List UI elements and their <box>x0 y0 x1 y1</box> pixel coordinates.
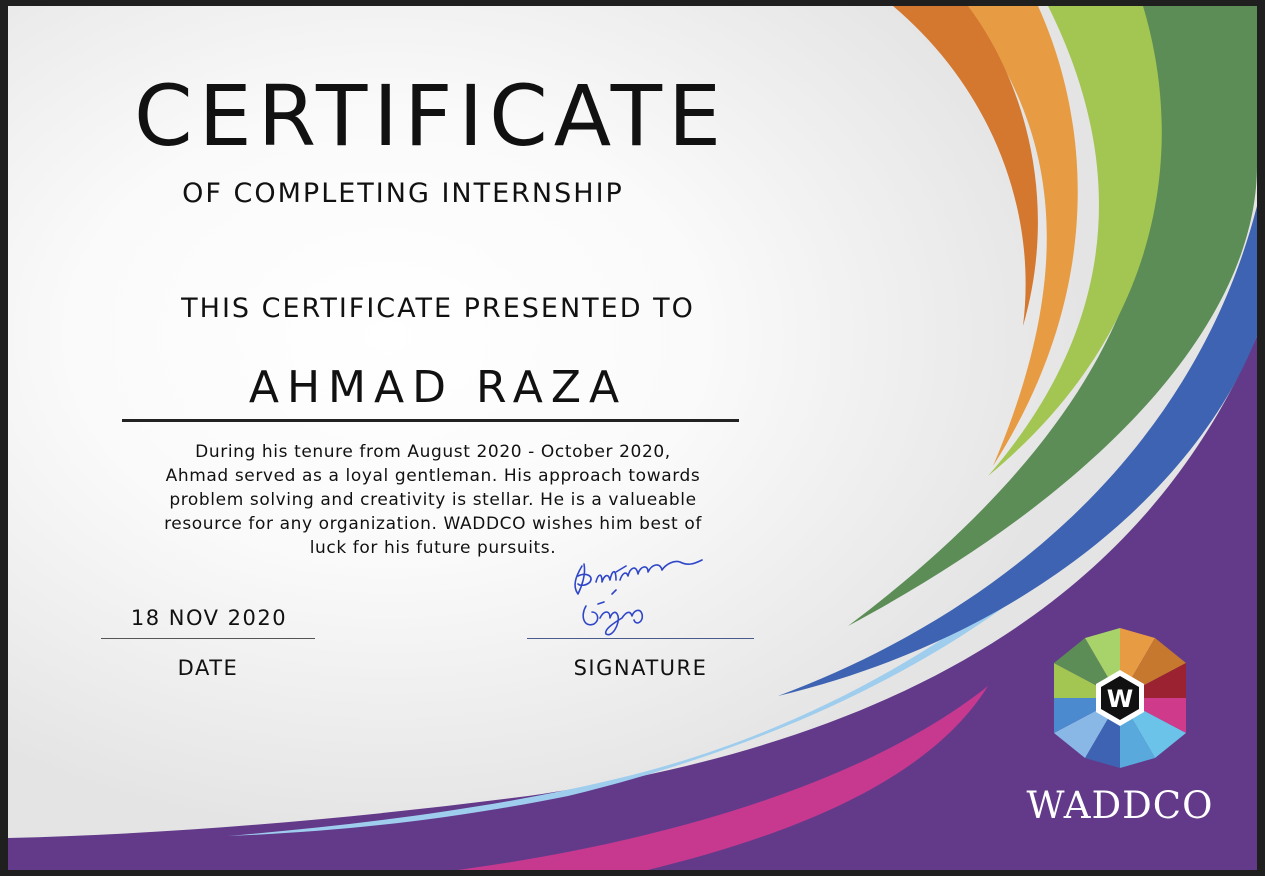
body-line: luck for his future pursuits. <box>309 538 557 558</box>
logo-letter: W <box>1106 685 1134 713</box>
presented-to-heading: THIS CERTIFICATE PRESENTED TO <box>181 293 695 324</box>
body-line: problem solving and creativity is stellar. He is a valueable <box>169 490 697 510</box>
body-line: Ahmad served as a loyal gentleman. His approach towards <box>165 466 701 486</box>
date-value: 18 NOV 2020 <box>130 606 288 630</box>
certificate-frame <box>8 6 1257 870</box>
body-line: During his tenure from August 2020 - October 2020, <box>195 442 671 462</box>
recipient-underline <box>122 419 739 422</box>
signature-label: SIGNATURE <box>573 656 708 680</box>
date-line <box>101 638 315 639</box>
signature-line <box>527 638 754 639</box>
certificate-body <box>153 440 713 560</box>
certificate-subtitle: OF COMPLETING INTERNSHIP <box>182 178 624 209</box>
hexagon-logo-icon <box>1051 623 1189 773</box>
recipient-name: AHMAD RAZA <box>248 362 628 413</box>
date-label: DATE <box>177 656 239 680</box>
body-line: resource for any organization. WADDCO wishes him best of <box>164 514 702 534</box>
brand-name: WADDCO <box>1026 784 1214 827</box>
certificate-title: CERTIFICATE <box>134 67 728 165</box>
signature-icon <box>556 546 736 646</box>
certificate-paper <box>8 6 1257 870</box>
